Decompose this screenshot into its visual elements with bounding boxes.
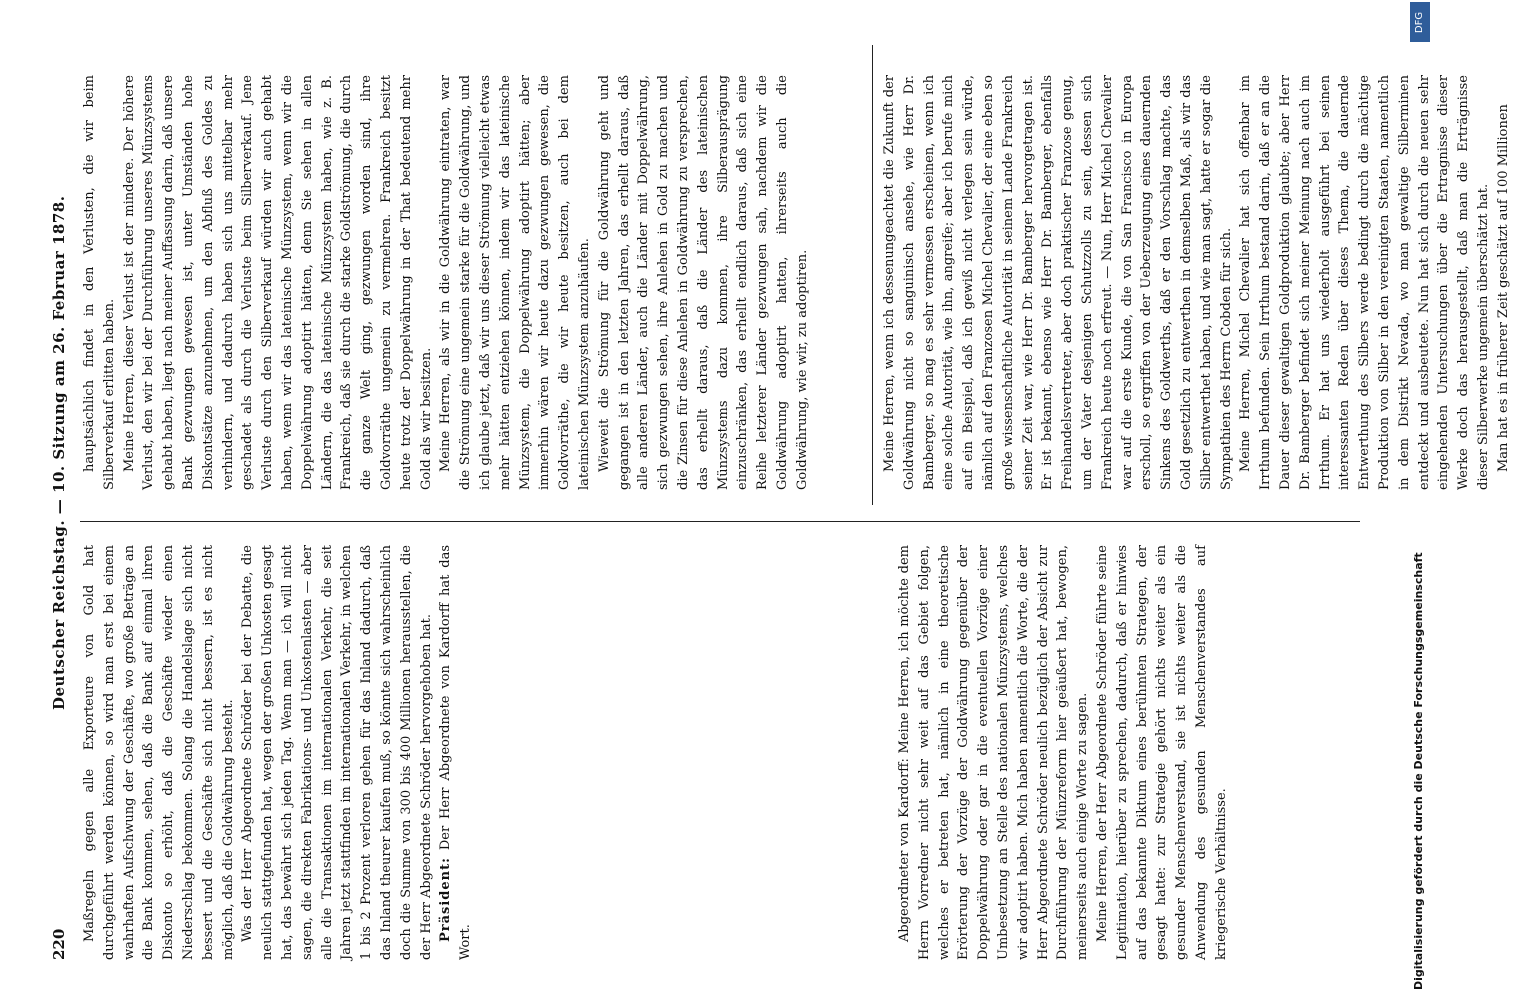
paragraph: Meine Herren, Michel Chevalier hat sich offenbar im Irrthum befunden. Sein Irrthum bestand darin, daß er an die Dauer dieser gewaltigen Goldproduktion glaubte; aber Herr Dr. Bamberger befindet sich meiner Meinung nach auch im Irrthum. Er hat uns wiederholt ausgeführt bei seinen interessanten Reden über dieses Thema, die dauernde Entwerthung des Silbers werde bedingt durch die mächtige Produktion von Silber in den vereinigten Staaten, namentlich in dem Distrikt Nevada, wo man gewaltige Silberminen entdeckt und ausbeutete. Nun hat sich durch die neuen sehr eingehenden Untersuchungen über die Ertragnisse dieser Werke doch das herausgestellt, daß man die Erträgnisse dieser Silberwerke ungemein überschätzt hat. [1238,75,1491,490]
page-title: Deutscher Reichstag. — 10. Sitzung am 26. Februar 1878. [50,195,68,710]
text-column-2 [80,75,900,490]
text-column-1 [80,545,880,960]
dfg-logo [1410,2,1430,42]
column-divider [80,521,1360,522]
paragraph: Man hat es in früherer Zeit geschätzt auf 100 Millionen [1495,104,1511,472]
paragraph: Meine Herren, wenn ich dessenungeachtet die Zukunft der Goldwährung nicht so sanguinisch ansehe, wie Herr Dr. Bamberger, so mag es sehr vermessen erscheinen, wenn ich eine solche Autorität, wie ihn, angreife; aber ich berufe mich auf ein Beispiel, daß ich gewiß nicht verlegen sein würde, nämlich auf den Franzosen Michel Chevalier, der eine eben so große wissenschaftliche Autorität in seinem Lande Frankreich seiner Zeit war, wie Herr Dr. Bamberger hervorgetragen ist. Er ist bekannt, ebenso wie Herr Dr. Bamberger, ebenfalls Freihandelsvertreter, aber doch praktischer Franzose genug, um der Vater desjenigen Schutzzolls zu sein, dessen sich Frankreich heute noch erfreut. — Nun, Herr Michel Chevalier war auf die erste Kunde, die von San Francisco in Europa erscholl, so ergriffen von der Ueberzeugung eines dauernden Sinkens des Goldwerths, daß er den Vorschlag machte, das Gold gesetzlich zu entwerthen in demselben Maß, als wir das Silber entwerthet haben, und wie man sagt, hatte er sogar die Sympathien des Herrn Cobden für sich. [882,75,1234,490]
paragraph: Meine Herren, der Herr Abgeordnete Schröder führte seine Legitimation, hierüber zu sprechen, dadurch, daß er hinwies auf das bekannte Diktum eines berühmten Strategen, der gesagt hatte: zur Strategie gehört nichts weiter als ein gesunder Menschenverstand, sie ist nichts weiter als die Anwendung des gesunden Menschenverstandes auf kriegerische Verhältnisse. [1094,545,1229,960]
paragraph: hauptsächlich findet in den Verlusten, die wir beim Silberverkauf erlitten haben. [82,75,117,490]
paragraph: Maßregeln gegen alle Exporteure von Gold hat durchgeführt werden können, so wird man erst bei einem wahrhaften Aufschwung der Geschäfte, wo große Beträge an die Bank kommen, sehen, daß die Bank auf einmal ihren Diskonto so erhöht, daß die Geschäfte wieder einen Niederschlag bekommen. Solang die Handelslage sich nicht bessert und die Geschäfte sich nicht bessern, ist es nicht möglich, daß die Goldwährung besteht. [82,545,236,960]
text-column-4 [880,75,1511,490]
credit-text: Digitalisierung gefördert durch die Deutsche Forschungsgemeinschaft [1412,552,1425,990]
statement-text: Der Herr Abgeordnete von Kardorff hat das Wort. [438,545,474,960]
paragraph: Meine Herren, als wir in die Goldwährung eintraten, war die Strömung eine ungemein starke für die Goldwährung, und ich glaube jetzt, daß wir uns dieser Strömung vielleicht etwas mehr hätten entziehen können, indem wir das lateinische Münzsystem, die Doppelwährung adoptirt hätten; aber immerhin wären wir heute dazu gezwungen gewesen, die Goldvorräthe, die wir heute besitzen, auch bei dem lateinischen Münzsystem anzuhäufen. [438,75,592,490]
paragraph: Abgeordneter von Kardorff: Meine Herren, ich möchte dem Herrn Vorredner nicht sehr weit auf das Gebiet folgen, welches er betreten hat, nämlich in eine theoretische Erörterung der Vorzüge der Goldwährung gegenüber der Doppelwährung oder gar in die eventuellen Vorzüge einer Umbesetzung an Stelle des nationalen Münzsystems, welches wir adoptirt haben. Mich haben namentlich die Worte, die der Herr Abgeordnete Schröder neulich bezüglich der Absicht zur Durchführung der Münzreform hier geäußert hat, bewogen, meinerseits auch einige Worte zu sagen. [897,545,1091,960]
paragraph: Wieweit die Strömung für die Goldwährung geht und gegangen ist in den letzten Jahren, das erhellt daraus, daß alle anderen Länder, auch die Länder mit Doppelwährung, sich gezwungen sehen, ihre Anlehen in Gold zu machen und die Zinsen für diese Anlehen in Goldwährung zu versprechen, das erhellt daraus, daß die Länder des lateinischen Münzsystems dazu kommen, ihre Silberausprägung einzuschränken, das erhellt endlich daraus, daß sich eine Reihe letzterer Länder gezwungen sah, nachdem wir die Goldwährung adoptirt hatten, ihrerseits auch die Goldwährung, wie wir, zu adoptiren. [596,75,810,490]
text-column-3 [895,545,1365,960]
page-number: 220 [50,928,68,960]
paragraph: Meine Herren, dieser Verlust ist der mindere. Der höhere Verlust, den wir bei der Durchführung unseres Münzsystems gehabt haben, liegt nach meiner Auffassung darin, daß unsere Bank gezwungen gewesen ist, unter Umständen hohe Diskontsätze anzunehmen, um den Abfluß des Goldes zu verhindern, und dadurch haben sich uns mittelbar mehr geschadet als durch die Verluste beim Silberverkauf. Jene Verluste durch den Silberverkauf würden wir auch gehabt haben, wenn wir das lateinische Münzsystem, wenn wir die Doppelwährung adoptirt hätten, denn Sie sehen in allen Ländern, die das lateinische Münzsystem haben, wie z. B. Frankreich, daß sie durch die starke Goldströmung, die durch die ganze Welt ging, gezwungen worden sind, ihre Goldvorräthe ungemein zu vermehren. Frankreich besitzt heute trotz der Doppelwährung in der That bedeutend mehr Gold als wir besitzen. [121,75,434,490]
digitization-credit [1410,340,1430,990]
page-header [38,60,78,960]
speaker-label: Präsident: [438,857,454,942]
paragraph: Was der Herr Abgeordnete Schröder bei der Debatte, die neulich stattgefunden hat, wegen der großen Unkosten gesagt hat, das bewährt sich jeden Tag. Wenn man — ich will nicht sagen, die direkten Fabrikations- und Unkostenlasten — aber alle die Transaktionen im internationalen Verkehr, die seit Jahren jetzt stattfinden im internationalen Verkehr, in welchen 1 bis 2 Prozent verloren gehen für das Inland dadurch, daß das Inland theurer kaufen muß, so könnte sich wahrscheinlich doch die Summe von 300 bis 400 Millionen herausstellen, die der Herr Abgeordnete Schröder hervorgehoben hat. [240,545,434,960]
president-statement [436,545,476,960]
logo-text: DFG [1414,11,1426,33]
